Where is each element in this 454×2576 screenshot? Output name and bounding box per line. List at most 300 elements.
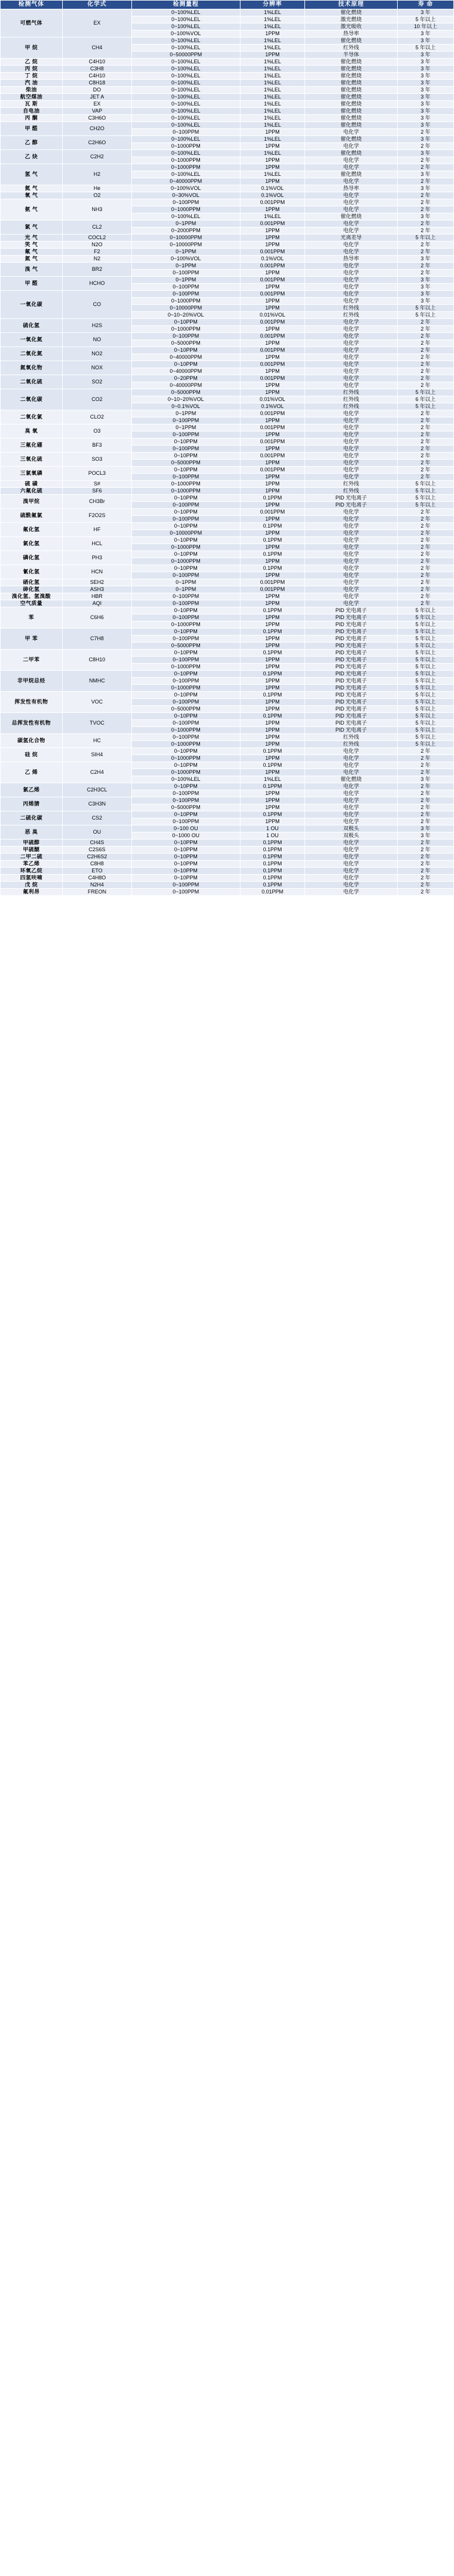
- cell-resolution: 1%LEL: [240, 87, 305, 94]
- table-row: [1, 115, 454, 122]
- cell-detection-range: 0~100PPM: [132, 699, 240, 706]
- cell-detection-range: 0~1000PPM: [132, 769, 240, 776]
- cell-lifetime: 2 年: [397, 242, 453, 249]
- cell-resolution: 1PPM: [240, 635, 305, 643]
- cell-technology: 催化燃烧: [305, 150, 398, 157]
- cell-lifetime: 5 年以上: [397, 685, 453, 692]
- cell-resolution: 1PPM: [240, 558, 305, 565]
- cell-chemical-formula: PH3: [62, 551, 131, 565]
- cell-lifetime: 5 年以上: [397, 481, 453, 488]
- cell-resolution: 0.1PPM: [240, 537, 305, 544]
- cell-resolution: 0.1PPM: [240, 650, 305, 657]
- cell-detection-range: 0~1PPM: [132, 410, 240, 417]
- cell-detection-range: 0~100PPM: [132, 199, 240, 206]
- cell-lifetime: 3 年: [397, 87, 453, 94]
- cell-detection-range: 0~1000PPM: [132, 298, 240, 305]
- cell-gas-name: 乙 醇: [1, 136, 63, 150]
- cell-detection-range: 0~100%LEL: [132, 122, 240, 129]
- cell-gas-name: 甲 苯: [1, 628, 63, 650]
- cell-gas-name: 氯化氢: [1, 537, 63, 551]
- cell-lifetime: 5 年以上: [397, 389, 453, 396]
- cell-gas-name: 硒化氢: [1, 579, 63, 586]
- cell-technology: 红外线: [305, 305, 398, 312]
- cell-detection-range: 0~100%LEL: [132, 66, 240, 73]
- cell-detection-range: 0~5000PPM: [132, 340, 240, 347]
- cell-technology: 电化学: [305, 439, 398, 446]
- cell-chemical-formula: ASH3: [62, 586, 131, 593]
- cell-resolution: 1%LEL: [240, 150, 305, 157]
- cell-technology: 电化学: [305, 199, 398, 206]
- cell-technology: 红外线: [305, 312, 398, 319]
- cell-detection-range: 0~10PPM: [132, 319, 240, 326]
- cell-gas-name: 戊 烷: [1, 882, 63, 889]
- cell-technology: 催化燃烧: [305, 122, 398, 129]
- cell-resolution: 0.001PPM: [240, 291, 305, 298]
- column-header-gas: 检测气体: [1, 1, 63, 9]
- cell-detection-range: 0~10PPM: [132, 811, 240, 818]
- cell-resolution: 0.001PPM: [240, 579, 305, 586]
- cell-lifetime: 2 年: [397, 854, 453, 861]
- table-row: [1, 73, 454, 80]
- cell-detection-range: 0~100PPM: [132, 790, 240, 797]
- table-row: [1, 868, 454, 875]
- cell-technology: 电化学: [305, 509, 398, 516]
- cell-gas-name: 丙 酮: [1, 115, 63, 122]
- cell-detection-range: 0~100%LEL: [132, 108, 240, 115]
- cell-gas-name: 氰化氢: [1, 565, 63, 579]
- cell-chemical-formula: He: [62, 185, 131, 192]
- cell-resolution: 1PPM: [240, 389, 305, 396]
- cell-lifetime: 2 年: [397, 263, 453, 270]
- cell-detection-range: 0~10PPM: [132, 692, 240, 699]
- cell-gas-name: 乙 烷: [1, 59, 63, 66]
- cell-lifetime: 5 年以上: [397, 305, 453, 312]
- cell-lifetime: 5 年以上: [397, 16, 453, 23]
- cell-lifetime: 2 年: [397, 382, 453, 389]
- cell-chemical-formula: BR2: [62, 263, 131, 277]
- cell-technology: PID 光电离子: [305, 643, 398, 650]
- cell-gas-name: 一氧化碳: [1, 291, 63, 319]
- table-row: [1, 101, 454, 108]
- cell-resolution: 1PPM: [240, 502, 305, 509]
- table-row: [1, 263, 454, 270]
- cell-gas-name: 环氧乙烷: [1, 868, 63, 875]
- cell-resolution: 0.1%VOL: [240, 192, 305, 199]
- cell-resolution: 1PPM: [240, 235, 305, 242]
- cell-lifetime: 5 年以上: [397, 657, 453, 664]
- cell-lifetime: 2 年: [397, 797, 453, 804]
- cell-chemical-formula: C6H6: [62, 607, 131, 628]
- cell-detection-range: 0~10PPM: [132, 607, 240, 614]
- cell-resolution: 1%LEL: [240, 38, 305, 45]
- cell-detection-range: 0~100%LEL: [132, 59, 240, 66]
- cell-detection-range: 0~5000PPM: [132, 389, 240, 396]
- cell-gas-name: 氮 气: [1, 256, 63, 263]
- cell-chemical-formula: F2O2S: [62, 509, 131, 523]
- cell-technology: 电化学: [305, 755, 398, 762]
- cell-technology: 电化学: [305, 227, 398, 235]
- cell-technology: 电化学: [305, 375, 398, 382]
- cell-resolution: 0.1PPM: [240, 783, 305, 790]
- cell-detection-range: 0~100PPM: [132, 720, 240, 727]
- cell-technology: 电化学: [305, 446, 398, 453]
- cell-detection-range: 0~10PPM: [132, 847, 240, 854]
- cell-detection-range: 0~2000PPM: [132, 227, 240, 235]
- cell-lifetime: 2 年: [397, 333, 453, 340]
- cell-gas-name: 一氧化氮: [1, 333, 63, 347]
- cell-technology: 催化燃烧: [305, 38, 398, 45]
- table-row: [1, 783, 454, 790]
- cell-resolution: 1PPM: [240, 178, 305, 185]
- cell-resolution: 1PPM: [240, 305, 305, 312]
- cell-resolution: 1PPM: [240, 368, 305, 375]
- cell-technology: 电化学: [305, 284, 398, 291]
- cell-lifetime: 3 年: [397, 776, 453, 783]
- cell-technology: 热导率: [305, 185, 398, 192]
- cell-resolution: 0.001PPM: [240, 509, 305, 516]
- cell-resolution: 1%LEL: [240, 213, 305, 220]
- cell-resolution: 1PPM: [240, 734, 305, 741]
- cell-gas-name: 砷化氢: [1, 586, 63, 593]
- cell-lifetime: 2 年: [397, 889, 453, 896]
- cell-resolution: 0.1PPM: [240, 861, 305, 868]
- cell-lifetime: 2 年: [397, 861, 453, 868]
- cell-technology: 电化学: [305, 572, 398, 579]
- cell-detection-range: 0~1000PPM: [132, 206, 240, 213]
- table-row: [1, 150, 454, 157]
- cell-resolution: 1PPM: [240, 157, 305, 164]
- table-row: [1, 692, 454, 699]
- cell-detection-range: 0~100PPM: [132, 446, 240, 453]
- cell-resolution: 0.001PPM: [240, 439, 305, 446]
- table-row: [1, 185, 454, 192]
- cell-lifetime: 2 年: [397, 220, 453, 227]
- cell-lifetime: 2 年: [397, 811, 453, 818]
- cell-technology: 催化燃烧: [305, 213, 398, 220]
- cell-technology: PID 光电离子: [305, 713, 398, 720]
- cell-technology: 电化学: [305, 523, 398, 530]
- cell-resolution: 0.001PPM: [240, 453, 305, 460]
- cell-technology: 催化燃烧: [305, 80, 398, 87]
- cell-detection-range: 0~30%VOL: [132, 192, 240, 199]
- cell-gas-name: 丙 烷: [1, 66, 63, 73]
- cell-lifetime: 2 年: [397, 143, 453, 150]
- cell-chemical-formula: FREON: [62, 889, 131, 896]
- cell-technology: 电化学: [305, 319, 398, 326]
- table-row: [1, 523, 454, 530]
- table-row: [1, 108, 454, 115]
- cell-resolution: 1%LEL: [240, 101, 305, 108]
- cell-lifetime: 2 年: [397, 804, 453, 811]
- cell-lifetime: 3 年: [397, 171, 453, 178]
- cell-gas-name: 硫化氢: [1, 319, 63, 333]
- cell-lifetime: 2 年: [397, 347, 453, 354]
- table-row: [1, 593, 454, 600]
- cell-resolution: 0.001PPM: [240, 424, 305, 431]
- cell-detection-range: 0~100%VOL: [132, 256, 240, 263]
- cell-gas-name: 二甲苯: [1, 650, 63, 671]
- cell-detection-range: 0~10~20%VOL: [132, 396, 240, 403]
- cell-technology: 电化学: [305, 889, 398, 896]
- cell-resolution: 1 OU: [240, 825, 305, 832]
- cell-chemical-formula: BF3: [62, 439, 131, 453]
- cell-resolution: 0.1PPM: [240, 565, 305, 572]
- cell-technology: 电化学: [305, 249, 398, 256]
- cell-chemical-formula: C8H8: [62, 861, 131, 868]
- cell-resolution: 0.001PPM: [240, 319, 305, 326]
- cell-gas-name: 丁 烷: [1, 73, 63, 80]
- cell-resolution: 0.1PPM: [240, 868, 305, 875]
- cell-technology: 电化学: [305, 467, 398, 474]
- cell-detection-range: 0~100PPM: [132, 431, 240, 439]
- cell-lifetime: 2 年: [397, 565, 453, 572]
- cell-technology: 电化学: [305, 600, 398, 607]
- table-row: [1, 453, 454, 460]
- cell-lifetime: 2 年: [397, 199, 453, 206]
- header-row: [1, 1, 454, 9]
- cell-chemical-formula: DO: [62, 87, 131, 94]
- table-row: [1, 242, 454, 249]
- cell-resolution: 0.001PPM: [240, 375, 305, 382]
- table-row: [1, 235, 454, 242]
- cell-detection-range: 0~100PPM: [132, 882, 240, 889]
- cell-resolution: 1PPM: [240, 242, 305, 249]
- cell-detection-range: 0~1PPM: [132, 263, 240, 270]
- cell-lifetime: 2 年: [397, 410, 453, 417]
- cell-resolution: 1PPM: [240, 431, 305, 439]
- cell-detection-range: 0~50000PPM: [132, 52, 240, 59]
- cell-technology: 电化学: [305, 178, 398, 185]
- cell-lifetime: 2 年: [397, 439, 453, 446]
- cell-chemical-formula: VAP: [62, 108, 131, 115]
- cell-resolution: 0.001PPM: [240, 410, 305, 417]
- cell-lifetime: 3 年: [397, 185, 453, 192]
- cell-detection-range: 0~20PPM: [132, 375, 240, 382]
- cell-technology: 电化学: [305, 298, 398, 305]
- cell-detection-range: 0~100PPM: [132, 291, 240, 298]
- cell-lifetime: 5 年以上: [397, 664, 453, 671]
- cell-technology: PID 光电离子: [305, 607, 398, 614]
- cell-technology: 红外线: [305, 741, 398, 748]
- table-row: [1, 87, 454, 94]
- cell-gas-name: 甲硫醇: [1, 840, 63, 847]
- cell-gas-name: 臭 氧: [1, 424, 63, 439]
- cell-detection-range: 0~1PPM: [132, 579, 240, 586]
- cell-technology: 电化学: [305, 361, 398, 368]
- cell-resolution: 1PPM: [240, 790, 305, 797]
- cell-technology: 电化学: [305, 847, 398, 854]
- cell-detection-range: 0~100PPM: [132, 516, 240, 523]
- cell-lifetime: 3 年: [397, 136, 453, 143]
- cell-lifetime: 2 年: [397, 319, 453, 326]
- cell-resolution: 1%LEL: [240, 776, 305, 783]
- cell-technology: 催化燃烧: [305, 9, 398, 16]
- cell-resolution: 1%LEL: [240, 171, 305, 178]
- cell-resolution: 1%LEL: [240, 45, 305, 52]
- cell-lifetime: 2 年: [397, 523, 453, 530]
- cell-technology: 催化燃烧: [305, 101, 398, 108]
- table-row: [1, 80, 454, 87]
- cell-lifetime: 2 年: [397, 875, 453, 882]
- cell-technology: 电化学: [305, 164, 398, 171]
- cell-detection-range: 0~10PPM: [132, 495, 240, 502]
- cell-gas-name: 苯乙烯: [1, 861, 63, 868]
- table-row: [1, 734, 454, 741]
- cell-detection-range: 0~10PPM: [132, 868, 240, 875]
- cell-lifetime: 2 年: [397, 840, 453, 847]
- table-row: [1, 199, 454, 206]
- cell-gas-name: 自电油: [1, 108, 63, 115]
- table-row: [1, 650, 454, 657]
- cell-technology: 双极头: [305, 825, 398, 832]
- cell-lifetime: 2 年: [397, 537, 453, 544]
- cell-lifetime: 2 年: [397, 270, 453, 277]
- cell-technology: 电化学: [305, 354, 398, 361]
- cell-technology: 电化学: [305, 270, 398, 277]
- cell-resolution: 1%LEL: [240, 94, 305, 101]
- cell-chemical-formula: C2H6O: [62, 136, 131, 150]
- table-row: [1, 607, 454, 614]
- cell-chemical-formula: HCN: [62, 565, 131, 579]
- cell-technology: 电化学: [305, 537, 398, 544]
- cell-detection-range: 0~100%LEL: [132, 136, 240, 143]
- cell-chemical-formula: TVOC: [62, 713, 131, 734]
- cell-gas-name: 溴化氢、氢溴酸: [1, 593, 63, 600]
- cell-lifetime: 3 年: [397, 59, 453, 66]
- table-row: [1, 256, 454, 263]
- cell-technology: 电化学: [305, 558, 398, 565]
- cell-gas-name: 溴 气: [1, 263, 63, 277]
- cell-resolution: 1PPM: [240, 481, 305, 488]
- cell-resolution: 0.01%VOL: [240, 396, 305, 403]
- cell-chemical-formula: C7H8: [62, 628, 131, 650]
- cell-resolution: 1%LEL: [240, 136, 305, 143]
- cell-detection-range: 0~10PPM: [132, 537, 240, 544]
- cell-chemical-formula: CH2O: [62, 122, 131, 136]
- cell-lifetime: 5 年以上: [397, 488, 453, 495]
- cell-technology: 电化学: [305, 530, 398, 537]
- cell-detection-range: 0~100PPM: [132, 657, 240, 664]
- cell-lifetime: 2 年: [397, 129, 453, 136]
- cell-resolution: 0.1%VOL: [240, 256, 305, 263]
- cell-resolution: 0.1PPM: [240, 811, 305, 818]
- cell-technology: 电化学: [305, 790, 398, 797]
- cell-chemical-formula: CL2: [62, 220, 131, 235]
- cell-detection-range: 0~10~20%VOL: [132, 312, 240, 319]
- cell-technology: 催化燃烧: [305, 108, 398, 115]
- cell-resolution: 1PPM: [240, 354, 305, 361]
- cell-detection-range: 0~10PPM: [132, 854, 240, 861]
- cell-detection-range: 0~10PPM: [132, 523, 240, 530]
- cell-gas-name: 非甲烷总烃: [1, 671, 63, 692]
- cell-chemical-formula: C4H8O: [62, 875, 131, 882]
- cell-lifetime: 2 年: [397, 790, 453, 797]
- cell-technology: 电化学: [305, 333, 398, 340]
- cell-technology: 红外线: [305, 403, 398, 410]
- cell-resolution: 1%LEL: [240, 122, 305, 129]
- cell-lifetime: 2 年: [397, 748, 453, 755]
- cell-technology: 电化学: [305, 206, 398, 213]
- cell-resolution: 1PPM: [240, 52, 305, 59]
- cell-resolution: 1%LEL: [240, 16, 305, 23]
- cell-chemical-formula: VOC: [62, 692, 131, 713]
- cell-chemical-formula: C3H3N: [62, 797, 131, 811]
- cell-detection-range: 0~100%LEL: [132, 94, 240, 101]
- cell-gas-name: 空气质量: [1, 600, 63, 607]
- cell-chemical-formula: C8H10: [62, 650, 131, 671]
- cell-resolution: 1%LEL: [240, 66, 305, 73]
- cell-chemical-formula: O2: [62, 192, 131, 199]
- cell-chemical-formula: NO: [62, 333, 131, 347]
- cell-gas-name: 硅 烷: [1, 748, 63, 762]
- cell-detection-range: 0~40000PPM: [132, 368, 240, 375]
- cell-detection-range: 0~1000PPM: [132, 326, 240, 333]
- cell-lifetime: 5 年以上: [397, 621, 453, 628]
- cell-gas-name: 苯: [1, 607, 63, 628]
- cell-gas-name: 甲 醛: [1, 122, 63, 136]
- cell-resolution: 1PPM: [240, 614, 305, 621]
- cell-technology: 激光吸收: [305, 23, 398, 30]
- cell-lifetime: 5 年以上: [397, 727, 453, 734]
- cell-resolution: 1PPM: [240, 621, 305, 628]
- cell-technology: 电化学: [305, 868, 398, 875]
- cell-gas-name: 溴甲烷: [1, 495, 63, 509]
- cell-gas-name: 二氧化碳: [1, 389, 63, 410]
- cell-technology: PID 光电离子: [305, 650, 398, 657]
- cell-lifetime: 5 年以上: [397, 706, 453, 713]
- cell-chemical-formula: C2H4: [62, 762, 131, 783]
- cell-gas-name: 硫 磺: [1, 481, 63, 488]
- cell-technology: PID 光电离子: [305, 727, 398, 734]
- cell-detection-range: 0~10PPM: [132, 713, 240, 720]
- table-row: [1, 811, 454, 818]
- cell-technology: 热导率: [305, 30, 398, 38]
- cell-technology: 半导体: [305, 52, 398, 59]
- cell-technology: 催化燃烧: [305, 136, 398, 143]
- table-row: [1, 9, 454, 16]
- cell-detection-range: 0~100%LEL: [132, 213, 240, 220]
- cell-detection-range: 0~100%LEL: [132, 38, 240, 45]
- cell-lifetime: 3 年: [397, 256, 453, 263]
- cell-lifetime: 3 年: [397, 213, 453, 220]
- cell-gas-name: 甲硫醚: [1, 847, 63, 854]
- table-row: [1, 94, 454, 101]
- cell-lifetime: 2 年: [397, 157, 453, 164]
- table-row: [1, 333, 454, 340]
- cell-gas-name: 甲 烷: [1, 38, 63, 59]
- cell-lifetime: 5 年以上: [397, 495, 453, 502]
- cell-technology: PID 光电离子: [305, 621, 398, 628]
- cell-detection-range: 0~10PPM: [132, 875, 240, 882]
- cell-resolution: 1PPM: [240, 206, 305, 213]
- cell-detection-range: 0~1000PPM: [132, 544, 240, 551]
- cell-detection-range: 0~100%LEL: [132, 115, 240, 122]
- cell-technology: 电化学: [305, 347, 398, 354]
- cell-detection-range: 0~100PPM: [132, 734, 240, 741]
- table-row: [1, 192, 454, 199]
- cell-technology: 激光燃烧: [305, 16, 398, 23]
- cell-technology: PID 光电离子: [305, 635, 398, 643]
- cell-lifetime: 5 年以上: [397, 312, 453, 319]
- gas-sensor-specification-table: [0, 0, 454, 896]
- cell-gas-name: 总挥发性有机物: [1, 713, 63, 734]
- cell-technology: 红外线: [305, 481, 398, 488]
- cell-technology: 电化学: [305, 769, 398, 776]
- cell-detection-range: 0~1000PPM: [132, 621, 240, 628]
- cell-chemical-formula: HBR: [62, 593, 131, 600]
- cell-chemical-formula: NH3: [62, 199, 131, 220]
- cell-resolution: 1PPM: [240, 769, 305, 776]
